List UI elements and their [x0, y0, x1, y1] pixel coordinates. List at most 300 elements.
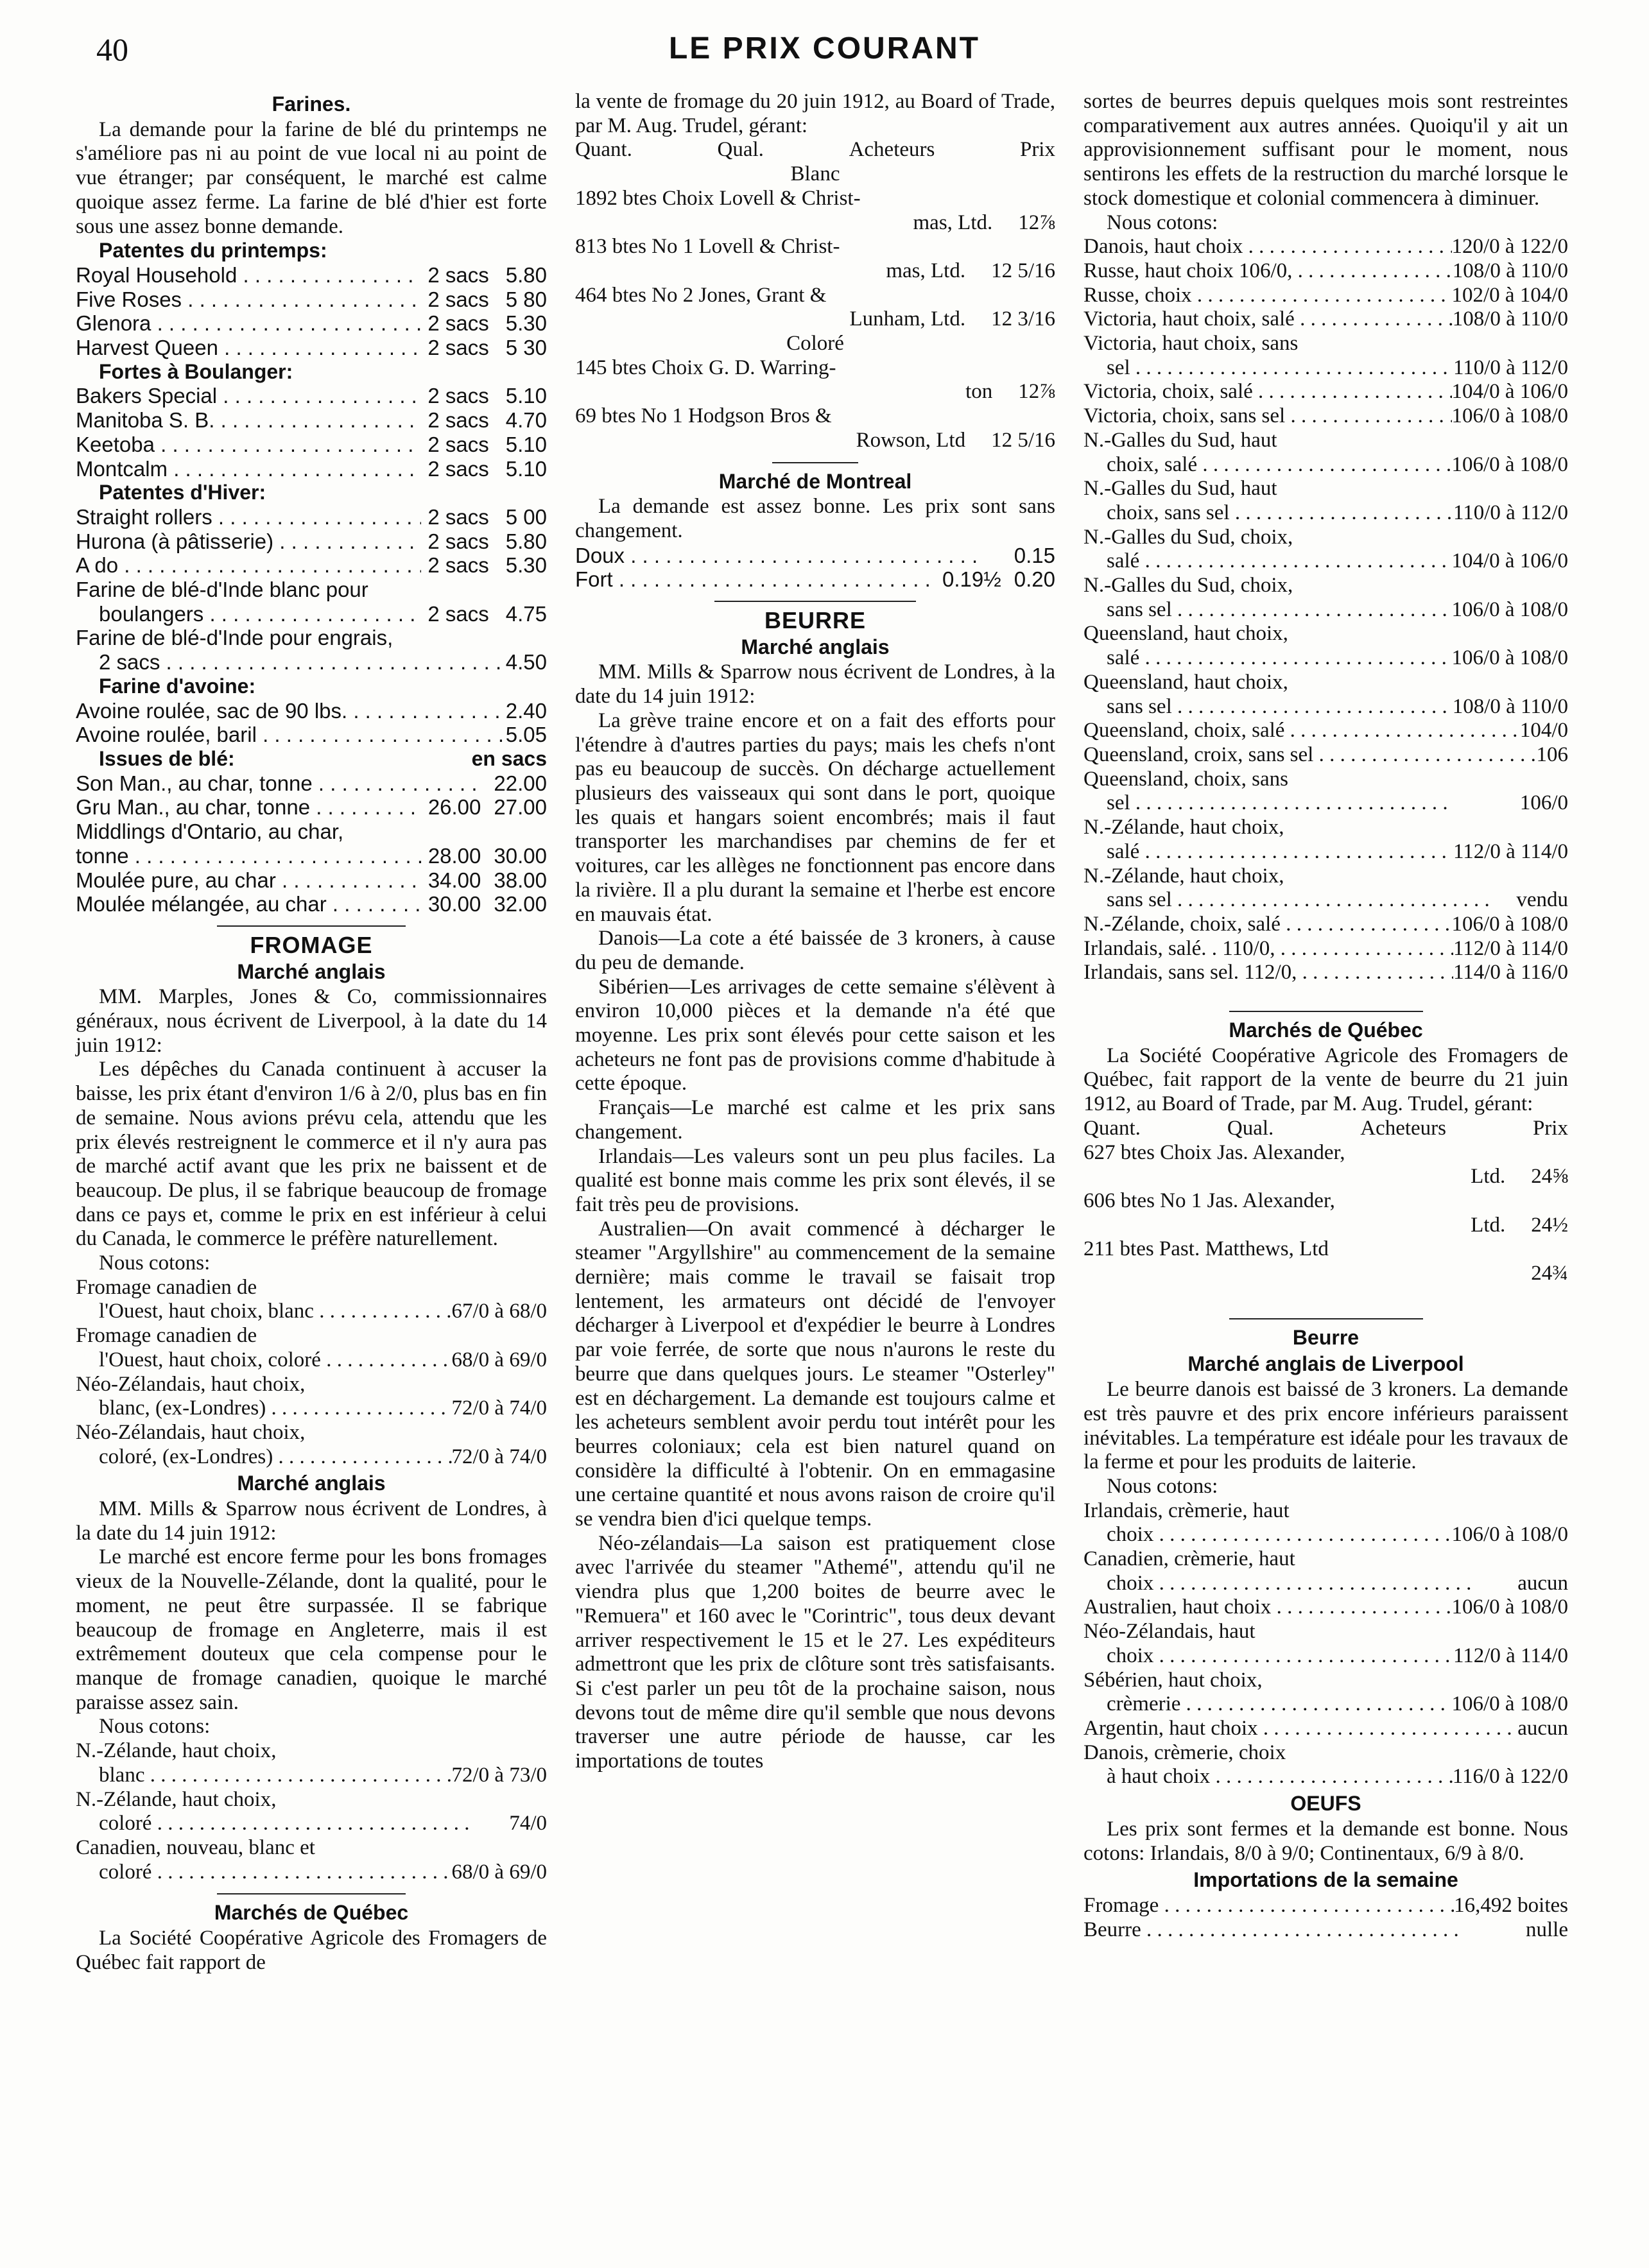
quote-row: [1084, 1523, 1568, 1547]
sales-header-qual: Qual.: [717, 138, 764, 162]
divider: [714, 601, 916, 602]
row-price: 5 80: [505, 287, 547, 311]
quote-line1: Néo-Zélandais, haut choix,: [76, 1420, 306, 1444]
row-label: Moulée pure, au char . . .: [76, 868, 423, 893]
quote-price: 112/0 à 114/0: [1453, 839, 1568, 863]
row-price: 2.40: [505, 698, 547, 723]
issues-list-2: [76, 844, 547, 916]
quote-price: 108/0 à 110/0: [1452, 307, 1568, 331]
quote-price: 106/0 à 108/0: [1451, 404, 1568, 428]
quote-price: 68/0 à 69/0: [451, 1348, 547, 1371]
paragraph: Australien—On avait commencé à décharger le steamer "Argyllshire" au commencement de la semaine dernière; mais comme le travail se faisait trop lentement, les armateurs ont décidé de l'envoyer décharger à Liverpool et d'expédier le beurre à Londres par voie ferrée, de sorte que nous n'aurons le reste du beurre que dans quelques jours. Le steamer "Osterley" est en déchargement. La demande est toujours calme et les acheteurs semblent avoir perdu tout intérêt pour les beurres coloniaux; cela est bien naturel quand on considère la difficulté à l'obtenir. On en emmagasine une certaine quantité et nous avons raison de croire qu'il se vendra bien d'ici quelque temps.: [575, 1217, 1055, 1531]
quote-price: 112/0 à 114/0: [1453, 936, 1568, 960]
row-label: Keetoba . . .: [76, 433, 421, 457]
quote-line1: Queensland, haut choix,: [1084, 670, 1288, 694]
row-price-low: [476, 771, 494, 796]
patentes-hiver-list: [76, 505, 547, 578]
avoine-heading: Farine d'avoine:: [99, 674, 256, 698]
price-row: [76, 288, 547, 312]
montreal-list: [575, 544, 1055, 592]
col3-cotons: Nous cotons:: [1107, 210, 1218, 234]
row-price-low: 34.00: [427, 868, 481, 892]
row-price: 5 30: [505, 336, 547, 360]
quote-line1: Sébérien, haut choix,: [1084, 1668, 1263, 1692]
quote-price: 106: [1536, 743, 1568, 766]
sales-colore-label: Coloré: [786, 332, 844, 356]
sale-row: [575, 211, 1055, 236]
quote-price: 106/0 à 108/0: [1451, 597, 1568, 621]
marche-anglais-1-heading: Marché anglais: [237, 959, 386, 983]
sale-buyer: mas, Ltd.: [886, 259, 966, 282]
marches-quebec-heading: Marchés de Québec: [214, 1901, 409, 1925]
row-price: 5.10: [505, 384, 547, 408]
sale-buyer: ton: [965, 380, 993, 404]
sale-row: [1084, 1262, 1568, 1286]
quote-label: coloré . . .: [99, 1860, 452, 1885]
quote-label: Victoria, haut choix, salé . . .: [1084, 307, 1453, 332]
quote-price: 102/0 à 104/0: [1451, 283, 1568, 307]
paragraph: Néo-zélandais—La saison est pratiquement close avec l'arrivée du steamer "Athemé", attendu qu'il ne viendra plus que 1,200 boites de beurre avec le "Remuera" et 160 avec le "Corintric", tous deux devant arriver respectivement le 15 et le 27. Les expéditeurs admettront que les prix de clôture sont très satisfaisants. Si c'est parler un peu tôt de la prochaine saison, nous devons tout de même dire qu'il semble que nous devons traverser une autre période de hausse, car les importations de toutes: [575, 1531, 1055, 1773]
quote-row: [1084, 646, 1568, 671]
sale-buyer: Rowson, Ltd: [856, 428, 966, 452]
col2-para-top: la vente de fromage du 20 juin 1912, au Board of Trade, par M. Aug. Trudel, gérant:: [575, 90, 1055, 137]
row-price: 5 00: [505, 504, 547, 529]
row-label: 2 sacs . . .: [99, 650, 506, 674]
fromage-quotes-1: [76, 1276, 547, 1470]
marches-quebec-2-heading: Marchés de Québec: [1229, 1018, 1423, 1042]
sale-line1: 464 btes No 2 Jones, Grant &: [575, 283, 827, 307]
sale-price: 12 3/16: [991, 307, 1055, 331]
row-price-low: 0.19½: [942, 567, 1001, 592]
quote-row: [1084, 598, 1568, 623]
patentes-printemps-list: [76, 263, 547, 360]
mais-blanc-line1: Farine de blé-d'Inde blanc pour: [76, 578, 368, 602]
quote-label: choix, salé . . .: [1107, 453, 1452, 477]
row-price: 5.80: [505, 529, 547, 553]
quote-row: [76, 1396, 547, 1421]
row-label: Fort . . .: [575, 567, 937, 592]
quote-row: [1084, 913, 1568, 937]
quote-row: [1084, 259, 1568, 284]
avoine-list: [76, 699, 547, 747]
quote-price: 67/0 à 68/0: [451, 1300, 547, 1323]
quote-line1: Fromage canadien de: [76, 1324, 257, 1348]
row-label: Doux . . .: [575, 544, 996, 568]
quote-price: 104/0 à 106/0: [1451, 380, 1568, 404]
quote-price: 106/0: [1519, 791, 1568, 815]
sales-header-acheteurs: Acheteurs: [849, 138, 935, 162]
sale-line1: 145 btes Choix G. D. Warring-: [575, 356, 836, 379]
quote-price: aucun: [1517, 1717, 1568, 1740]
row-label: boulangers . . .: [99, 602, 421, 626]
paragraph: Irlandais—Les valeurs sont un peu plus faciles. La qualité est bonne mais comme les prix sont élevés, il se fait très peu de provisions.: [575, 1144, 1055, 1216]
beurre-liverpool-heading: Beurre: [1292, 1325, 1360, 1349]
quote-line1: N.-Galles du Sud, haut: [1084, 477, 1277, 501]
quote-line1: Irlandais, crèmerie, haut: [1084, 1499, 1290, 1522]
row-label: Montcalm . . .: [76, 457, 421, 481]
quote-row: [1084, 549, 1568, 574]
quote-label: salé . . .: [1107, 646, 1452, 671]
quote-row: [76, 1445, 547, 1470]
row-qty: 2 sacs: [427, 529, 489, 553]
sales-header-qual: Qual.: [1227, 1116, 1274, 1140]
sale-price: 12 5/16: [991, 259, 1055, 282]
quote-price: 106/0 à 108/0: [1451, 1692, 1568, 1716]
quote-row: [76, 1860, 547, 1885]
row-price-high: 30.00: [494, 843, 547, 868]
marche-anglais-2-cotons: Nous cotons:: [99, 1715, 211, 1739]
quote-label: salé . . .: [1107, 549, 1452, 574]
price-row: [76, 529, 547, 554]
divider: [217, 925, 406, 927]
marche-anglais-2-para1: MM. Mills & Sparrow nous écrivent de Londres, à la date du 14 juin 1912:: [76, 1497, 547, 1545]
quote-label: Argentin, haut choix . . .: [1084, 1717, 1517, 1741]
row-price-low: 28.00: [427, 843, 481, 868]
row-label: Glenora . . .: [76, 311, 421, 336]
row-label: Son Man., au char, tonne . . .: [76, 771, 476, 796]
mais-engrais-row: [76, 650, 547, 674]
patentes-printemps-heading: Patentes du printemps:: [99, 239, 327, 262]
beurre-heading: BEURRE: [764, 607, 866, 634]
paragraph: La grève traine encore et on a fait des efforts pour l'étendre à d'autres parties du pays; mais les chefs n'ont pas eu beaucoup de succès. On décharge actuellement plusieurs des vaisseaux qui sont dans le port, quoique les quais et hangars soient encombrés; mais il faut transporter les marchandises par chemins de fer et voitures, car les allèges ne fonctionnent pas encore dans la rivière. Il a plu durant la semaine et l'herbe est encore en mauvais état.: [575, 709, 1055, 926]
quote-price: 68/0 à 69/0: [451, 1860, 547, 1884]
quote-price: 108/0 à 110/0: [1452, 259, 1568, 282]
quote-label: Victoria, choix, salé . . .: [1084, 380, 1452, 404]
quote-label: choix . . .: [1107, 1523, 1452, 1547]
beurre-paras: [575, 660, 1055, 1773]
quote-label: sans sel . . .: [1107, 598, 1452, 623]
quote-label: à haut choix . . .: [1107, 1765, 1453, 1789]
row-price: 4.70: [505, 408, 547, 433]
quote-price: 106/0 à 108/0: [1451, 646, 1568, 670]
quote-price: 74/0: [509, 1812, 547, 1835]
row-qty: 2 sacs: [427, 432, 489, 456]
row-price-high: 0.15: [1014, 543, 1055, 567]
sale-price: 12⅞: [1018, 210, 1055, 234]
issues-list: [76, 771, 547, 820]
marche-anglais-1-para2: Les dépêches du Canada continuent à accuser la baisse, les prix étant d'environ 1/6 à 2/0, plus bas en fin de semaine. Nous avions prévu cela, attendu que les prix élevés restreignent le commerce et il n'y aura pas de marché actif avant que les prix ne baissent et de beaucoup. De plus, il se fabrique beaucoup de fromage dans ce pays et, comme le prix en est inférieur à celui du Canada, le commerce le préfère naturellement.: [76, 1058, 547, 1251]
row-price: 5.30: [505, 553, 547, 578]
row-qty: 2 sacs: [427, 601, 489, 626]
quote-row: [1084, 743, 1568, 768]
price-row: [76, 263, 547, 288]
price-row: [76, 723, 547, 747]
quote-row: [1084, 404, 1568, 429]
row-price-high: 27.00: [494, 795, 547, 820]
sale-row: [1084, 1165, 1568, 1189]
quote-label: Irlandais, salé. . 110/0, . . .: [1084, 937, 1453, 961]
price-row: [76, 868, 547, 893]
fortes-heading: Fortes à Boulanger:: [99, 359, 293, 383]
mais-blanc-row: [76, 602, 547, 626]
quote-line1: N.-Galles du Sud, haut: [1084, 428, 1277, 452]
middlings-line1: Middlings d'Ontario, au char,: [76, 820, 344, 844]
row-label: Moulée mélangée, au char . . .: [76, 892, 423, 916]
price-row: [76, 844, 547, 868]
row-qty: 2 sacs: [427, 336, 489, 360]
liverpool-quotes: [1084, 1499, 1568, 1789]
price-row: [76, 336, 547, 360]
price-row: [76, 892, 547, 916]
divider: [772, 462, 859, 463]
sale-buyer: Lunham, Ltd.: [849, 307, 966, 331]
sale-row: [575, 380, 1055, 404]
quote-label: Australien, haut choix . . .: [1084, 1595, 1452, 1620]
sale-row: [1084, 1214, 1568, 1238]
running-head: LE PRIX COURANT: [668, 31, 980, 65]
quote-line1: Canadien, nouveau, blanc et: [76, 1835, 315, 1859]
marches-quebec-para: La Société Coopérative Agricole des Fromagers de Québec fait rapport de: [76, 1927, 547, 1974]
quote-label: Russe, haut choix 106/0, . . .: [1084, 259, 1453, 284]
quote-label: crèmerie . . .: [1107, 1692, 1452, 1717]
row-label: Avoine roulée, baril . . .: [76, 723, 506, 747]
price-row: [575, 567, 1055, 592]
column-1: [76, 90, 547, 1975]
quote-label: sans sel . . .: [1107, 888, 1516, 913]
row-price-high: 22.00: [494, 771, 547, 795]
paragraph: Danois—La cote a été baissée de 3 kroners, à cause du peu de demande.: [575, 927, 1055, 974]
row-qty: 2 sacs: [427, 408, 489, 433]
row-price-low: 26.00: [427, 795, 481, 820]
sales-header-quant: Quant.: [575, 138, 632, 162]
quote-row: [76, 1812, 547, 1836]
row-qty: 2 sacs: [427, 456, 489, 481]
quote-row: [1084, 380, 1568, 404]
quote-row: [1084, 937, 1568, 961]
section-farines-heading: Farines.: [272, 92, 351, 116]
sale-buyer: [1084, 1262, 1531, 1286]
marche-anglais-2-para2: Le marché est encore ferme pour les bons fromages vieux de la Nouvelle-Zélande, dont la qualité, pour le moment, ne peut être surpassée. Il se fabrique beaucoup de fromage en Angleterre, mais il est extrêmement douteux que cela compense pour le manque de fromage canadien, quoique le marché paraisse assez sain.: [76, 1545, 547, 1714]
quote-row: [1084, 284, 1568, 308]
price-row: [76, 795, 547, 820]
sale-line1: 813 btes No 1 Lovell & Christ-: [575, 235, 840, 259]
quote-price: vendu: [1516, 888, 1568, 912]
sale-line1: 606 btes No 1 Jas. Alexander,: [1084, 1189, 1335, 1212]
quote-label: choix . . .: [1107, 1644, 1453, 1669]
marche-anglais-1-cotons: Nous cotons:: [99, 1251, 211, 1275]
quote-label: l'Ouest, haut choix, blanc . . .: [99, 1300, 452, 1324]
quote-price: 110/0 à 112/0: [1453, 501, 1568, 524]
row-label: A do . . .: [76, 553, 421, 578]
column-2: [575, 90, 1055, 1774]
row-price: 5.80: [505, 262, 547, 287]
quebec-sales-list: [1084, 1141, 1568, 1286]
divider: [1229, 1318, 1423, 1319]
quote-label: sel . . .: [1107, 791, 1520, 816]
import-label: Beurre . . .: [1084, 1918, 1526, 1943]
beurre-liverpool-sub: Marché anglais de Liverpool: [1187, 1352, 1464, 1376]
row-label: Gru Man., au char, tonne . . .: [76, 795, 423, 820]
beurre-quotes: [1084, 235, 1568, 985]
sale-price: 12 5/16: [991, 428, 1055, 452]
quote-line1: Danois, crèmerie, choix: [1084, 1740, 1286, 1764]
quote-line1: Queensland, choix, sans: [1084, 767, 1288, 791]
price-row: [76, 384, 547, 408]
sale-price: 24⅝: [1531, 1165, 1568, 1189]
quote-row: [1084, 356, 1568, 381]
quote-price: 116/0 à 122/0: [1452, 1765, 1568, 1789]
sale-buyer: Ltd.: [1471, 1213, 1506, 1237]
quote-price: 106/0 à 108/0: [1451, 452, 1568, 476]
quote-label: salé . . .: [1107, 840, 1453, 864]
quote-label: sans sel . . .: [1107, 695, 1453, 719]
sales-header-quant: Quant.: [1084, 1116, 1141, 1140]
quote-row: [1084, 1644, 1568, 1669]
quote-price: 112/0 à 114/0: [1453, 1644, 1568, 1667]
quote-line1: Victoria, haut choix, sans: [1084, 332, 1299, 356]
quote-price: 110/0 à 112/0: [1453, 356, 1568, 379]
imports-list: [1084, 1894, 1568, 1942]
quote-label: sel . . .: [1107, 356, 1453, 381]
row-price-high: 0.20: [1014, 567, 1055, 592]
sale-line1: 1892 btes Choix Lovell & Christ-: [575, 186, 861, 210]
row-qty: 2 sacs: [427, 553, 489, 578]
quote-line1: Néo-Zélandais, haut: [1084, 1620, 1256, 1644]
oeufs-para: Les prix sont fermes et la demande est bonne. Nous cotons: Irlandais, 8/0 à 9/0; Continentaux, 6/9 à 8/0.: [1084, 1817, 1568, 1865]
quote-label: Russe, choix . . .: [1084, 284, 1452, 308]
row-price-high: 32.00: [494, 892, 547, 916]
imports-heading: Importations de la semaine: [1193, 1868, 1458, 1892]
sale-row: [575, 429, 1055, 453]
page-number: 40: [96, 31, 128, 67]
sales-header: [1084, 1117, 1568, 1141]
marches-quebec-2-para: La Société Coopérative Agricole des Fromagers de Québec, fait rapport de la vente de beurre du 21 juin 1912, au Board of Trade, par M. Aug. Trudel, gérant:: [1084, 1044, 1568, 1116]
quote-label: Danois, haut choix . . .: [1084, 235, 1452, 259]
row-label: tonne . . .: [76, 844, 423, 868]
row-qty: 2 sacs: [427, 384, 489, 408]
quote-row: [1084, 888, 1568, 913]
quote-row: [1084, 453, 1568, 477]
divider: [1229, 1011, 1423, 1012]
col3-para-top: sortes de beurres depuis quelques mois sont restreintes comparativement aux autres années. Quoiqu'il y ait un approvisionnement suffisant pour le moment, nous sentirons les effets de la restruction du marché lorsque le stock domestique et colonial commencera à diminuer.: [1084, 90, 1568, 210]
sales-header-prix: Prix: [1532, 1116, 1568, 1140]
quote-line1: N.-Zélande, haut choix,: [76, 1787, 277, 1811]
mais-engrais-line1: Farine de blé-d'Inde pour engrais,: [76, 626, 393, 650]
row-qty: 2 sacs: [427, 311, 489, 336]
quote-line1: Néo-Zélandais, haut choix,: [76, 1372, 306, 1396]
row-label: Harvest Queen . . .: [76, 336, 421, 360]
quote-row: [1084, 961, 1568, 985]
quote-price: 72/0 à 74/0: [451, 1396, 547, 1420]
row-label: Bakers Special . . .: [76, 384, 421, 408]
price-row: [76, 553, 547, 578]
row-price: 4.50: [505, 650, 547, 674]
sale-line1: 211 btes Past. Matthews, Ltd: [1084, 1237, 1329, 1261]
sale-row: [575, 307, 1055, 332]
issues-heading: Issues de blé:: [99, 746, 235, 770]
beurre-liverpool-para: Le beurre danois est baissé de 3 kroners. La demande est très pauvre et des prix encore inférieurs paraissent inévitables. La température est idéale pour les travaux de la ferme et pour les produits de laiterie.: [1084, 1378, 1568, 1474]
quote-row: [76, 1764, 547, 1788]
montreal-heading: Marché de Montreal: [718, 469, 912, 493]
quote-label: Irlandais, sans sel. 112/0, . . .: [1084, 961, 1453, 985]
beurre-sub: Marché anglais: [741, 635, 890, 658]
paragraph: Français—Le marché est calme et les prix sans changement.: [575, 1096, 1055, 1144]
sale-price: 24½: [1531, 1213, 1568, 1237]
row-label: Hurona (à pâtisserie) . . .: [76, 529, 421, 554]
quote-price: 120/0 à 122/0: [1451, 235, 1568, 259]
quote-row: [1084, 1692, 1568, 1717]
quote-price: aucun: [1517, 1571, 1568, 1595]
sales-blanc-label: Blanc: [790, 162, 840, 186]
quote-row: [1084, 235, 1568, 259]
price-row: [76, 311, 547, 336]
quote-row: [1084, 1595, 1568, 1620]
quote-line1: N.-Galles du Sud, choix,: [1084, 574, 1293, 597]
quote-label: coloré . . .: [99, 1812, 509, 1836]
quote-price: 104/0 à 106/0: [1451, 549, 1568, 573]
import-value: 16,492 boites: [1454, 1893, 1568, 1917]
row-label: Five Roses . . .: [76, 288, 421, 312]
sale-price: 12⅞: [1018, 380, 1055, 404]
paragraph: MM. Mills & Sparrow nous écrivent de Londres, à la date du 14 juin 1912:: [575, 660, 1055, 709]
sales-list-blanc: [575, 187, 1055, 332]
row-price: 5.05: [505, 723, 547, 747]
quote-label: Victoria, choix, sans sel . . .: [1084, 404, 1452, 429]
row-price: 5.10: [505, 432, 547, 456]
quote-row: [1084, 719, 1568, 743]
price-row: [76, 408, 547, 433]
quote-label: blanc . . .: [99, 1764, 452, 1788]
import-label: Fromage . . .: [1084, 1894, 1454, 1918]
row-price-low: [996, 544, 1014, 568]
quote-label: l'Ouest, haut choix, coloré . . .: [99, 1348, 452, 1373]
quote-line1: N.-Zélande, haut choix,: [1084, 864, 1284, 888]
row-label: Avoine roulée, sac de 90 lbs. . . .: [76, 699, 506, 723]
quote-row: [76, 1348, 547, 1373]
price-row: [76, 457, 547, 481]
quote-line1: N.-Zélande, haut choix,: [1084, 816, 1284, 839]
sales-header: [575, 138, 1055, 162]
quote-row: [1084, 695, 1568, 719]
oeufs-heading: OEUFS: [1290, 1792, 1361, 1816]
row-qty: 2 sacs: [427, 504, 489, 529]
row-price: 5.30: [505, 311, 547, 336]
import-value: nulle: [1526, 1918, 1568, 1941]
marche-anglais-1-para1: MM. Marples, Jones & Co, commissionnaires généraux, nous écrivent de Liverpool, à la date du 14 juin 1912:: [76, 985, 547, 1057]
quote-line1: Canadien, crèmerie, haut: [1084, 1547, 1295, 1571]
sale-line1: 627 btes Choix Jas. Alexander,: [1084, 1140, 1345, 1164]
quote-row: [1084, 307, 1568, 332]
paragraph: Sibérien—Les arrivages de cette semaine s'élèvent à environ 10,000 pièces et la demande n'a été que moyenne. Les prix sont élevés pour cette saison et les acheteurs ne font pas de provisions comme d'habitude à cette époque.: [575, 975, 1055, 1095]
quote-label: N.-Zélande, choix, salé . . .: [1084, 913, 1452, 937]
quote-price: 106/0 à 108/0: [1451, 1595, 1568, 1619]
patentes-hiver-heading: Patentes d'Hiver:: [99, 481, 266, 504]
quote-price: 114/0 à 116/0: [1453, 961, 1568, 984]
quote-row: [1084, 1765, 1568, 1789]
quote-label: Queensland, choix, salé . . .: [1084, 719, 1520, 743]
import-row: [1084, 1894, 1568, 1918]
sales-header-acheteurs: Acheteurs: [1360, 1116, 1446, 1140]
quote-label: Queensland, croix, sans sel . . .: [1084, 743, 1537, 768]
quote-row: [1084, 1572, 1568, 1596]
montreal-para: La demande est assez bonne. Les prix sont sans changement.: [575, 495, 1055, 542]
marche-anglais-2-heading: Marché anglais: [237, 1472, 386, 1495]
sales-header-prix: Prix: [1019, 138, 1055, 162]
quote-row: [1084, 1717, 1568, 1741]
row-qty: 2 sacs: [427, 287, 489, 311]
fortes-list: [76, 384, 547, 481]
quote-label: choix, sans sel . . .: [1107, 501, 1453, 526]
price-row: [575, 544, 1055, 568]
row-price-high: 38.00: [494, 868, 547, 892]
quote-line1: Fromage canadien de: [76, 1275, 257, 1299]
farines-intro: La demande pour la farine de blé du printemps ne s'améliore pas ni au point de vue local ni au point de vue étranger; par conséquent, le marché est calme quoique assez ferme. La farine de blé d'hier est forte sous une assez bonne demande.: [76, 117, 547, 238]
quote-row: [1084, 840, 1568, 864]
quote-price: 72/0 à 74/0: [451, 1445, 547, 1468]
sales-list-colore: [575, 356, 1055, 453]
price-row: [76, 699, 547, 723]
sale-row: [575, 259, 1055, 284]
